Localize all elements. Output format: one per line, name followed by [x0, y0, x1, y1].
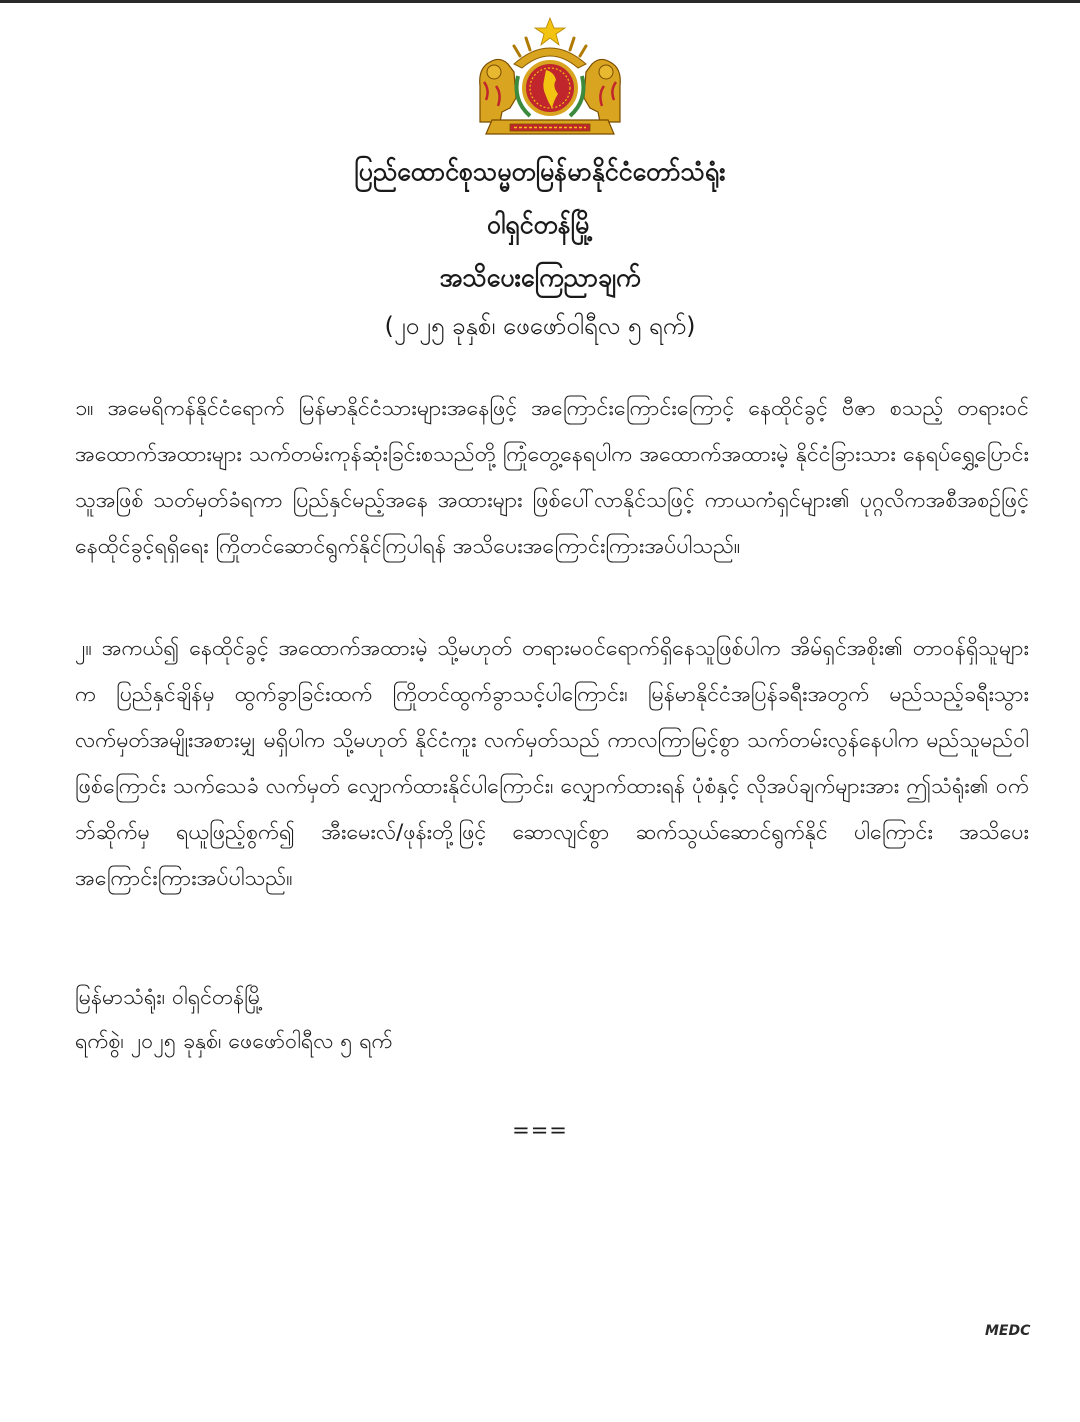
state-emblem-icon [474, 16, 626, 142]
paragraph-2: ၂။ အကယ်၍ နေထိုင်ခွင့် အထောက်အထားမဲ့ သို့မဟုတ် တရားမဝင်ရောက်ရှိနေသူဖြစ်ပါက အိမ်ရှင်အစိုး၏ တာဝန်ရှိသူများက ပြည်နှင်ချိန်မှ ထွက်ခွာခြင်းထက် ကြိုတင်ထွက်ခွာသင့်ပါကြောင်း၊ မြန်မာနိုင်ငံအပြန်ခရီးအတွက် မည်သည့်ခရီးသွားလက်မှတ်အမျိုးအစားမျှ မရှိပါက သို့မဟုတ် နိုင်ငံကူး လက်မှတ်သည် ကာလကြာမြင့်စွာ သက်တမ်းလွန်နေပါက မည်သူမည်ဝါဖြစ်ကြောင်း သက်သေခံ လက်မှတ် လျှောက်ထားနိုင်ပါကြောင်း၊ လျှောက်ထားရန် ပုံစံနှင့် လိုအပ်ချက်များအား ဤသံရုံး၏ ဝက်ဘ်ဆိုက်မှ ရယူဖြည့်စွက်၍ အီးမေးလ်/ဖုန်းတို့ဖြင့် ဆောလျင်စွာ ဆက်သွယ်ဆောင်ရွက်နိုင် ပါကြောင်း အသိပေးအကြောင်းကြားအပ်ပါသည်။ [75, 636, 1029, 891]
embassy-title: ပြည်ထောင်စုသမ္မတမြန်မာနိုင်ငံတော်သံရုံး [354, 157, 726, 186]
top-border-line [0, 0, 1080, 3]
city-title: ဝါရှင်တန်မြို့ [486, 210, 594, 239]
paragraph-1: ၁။ အမေရိကန်နိုင်ငံရောက် မြန်မာနိုင်ငံသားများအနေဖြင့် အကြောင်းကြောင်းကြောင့် နေထိုင်ခွင့် ဗီဇာ စသည့် တရားဝင်အထောက်အထားများ သက်တမ်းကုန်ဆုံးခြင်းစသည်တို့ ကြုံတွေ့နေရပါက အထောက်အထားမဲ့ နိုင်ငံခြားသား နေရပ်ရွှေ့ပြောင်းသူအဖြစ် သတ်မှတ်ခံရကာ ပြည်နှင်မည့်အနေ အထားများ ဖြစ်ပေါ်လာနိုင်သဖြင့် ကာယကံရှင်များ၏ ပုဂ္ဂလိကအစီအစဉ်ဖြင့် နေထိုင်ခွင့်ရရှိရေး ကြိုတင်ဆောင်ရွက်နိုင်ကြပါရန် အသိပေးအကြောင်းကြားအပ်ပါသည်။ [75, 396, 1029, 559]
signature-issuer: မြန်မာသံရုံး၊ ဝါရှင်တန်မြို့ [75, 985, 264, 1010]
end-of-document-mark: === [512, 1118, 568, 1142]
document-type-title: အသိပေးကြေညာချက် [439, 263, 641, 292]
signature-date: ရက်စွဲ၊ ၂၀၂၅ ခုနှစ်၊ ဖေဖော်ဝါရီလ ၅ ရက် [75, 1029, 393, 1054]
issue-date: (၂၀၂၅ ခုနှစ်၊ ဖေဖော်ဝါရီလ ၅ ရက်) [384, 312, 696, 340]
source-watermark: MEDC [985, 1323, 1031, 1339]
